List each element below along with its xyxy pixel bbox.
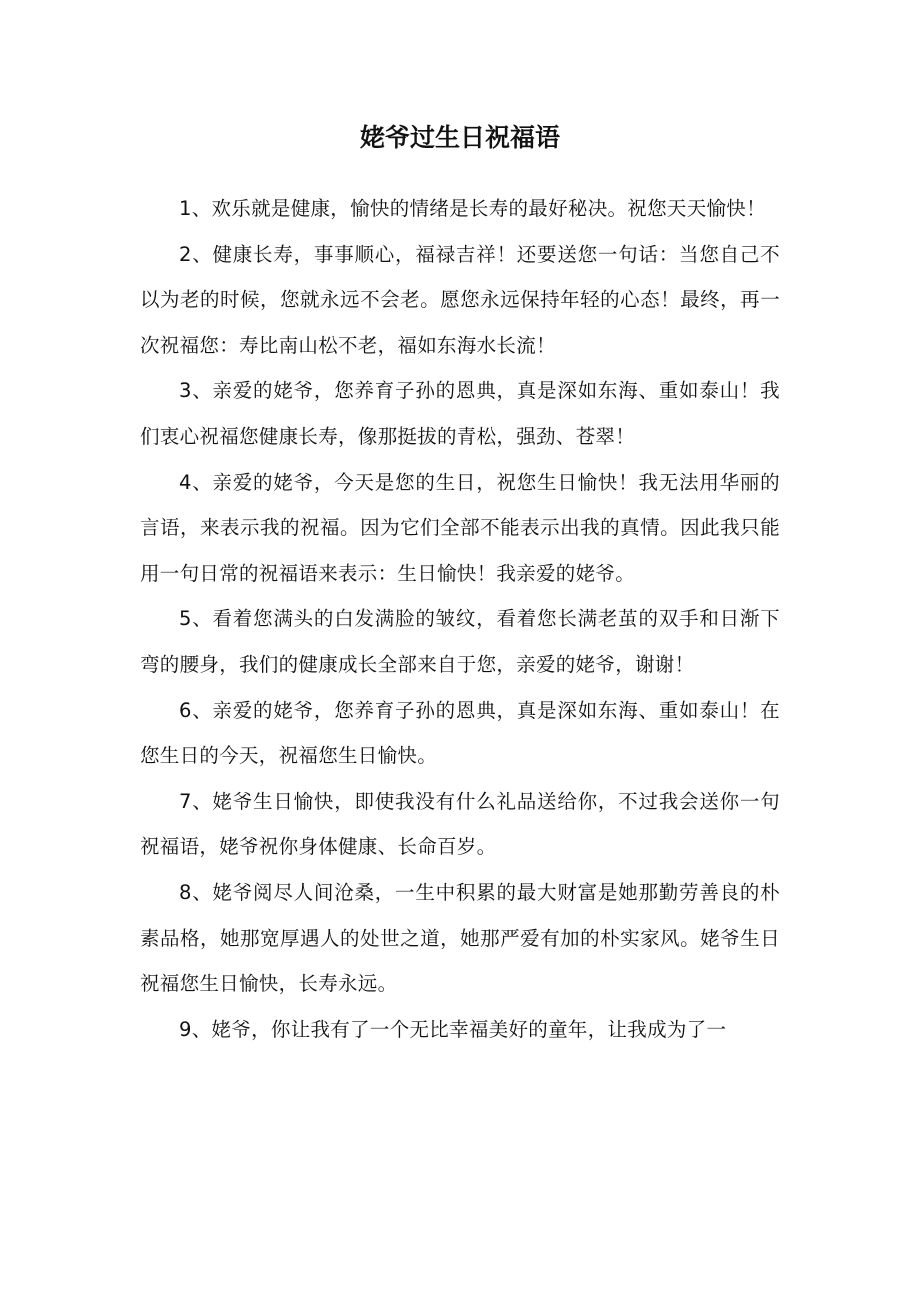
page-title: 姥爷过生日祝福语 [359,123,560,152]
document-body [140,186,780,1052]
paragraph-3: 3、亲爱的姥爷，您养育子孙的恩典，真是深如东海、重如泰山！我们衷心祝福您健康长寿，像那挺拔的青松，强劲、苍翠！ [140,379,780,448]
paragraph-7: 7、姥爷生日愉快，即使我没有什么礼品送给你，不过我会送你一句祝福语，姥爷祝你身体健康、长命百岁。 [140,789,780,859]
paragraph-1: 1、欢乐就是健康，愉快的情绪是长寿的最好秘决。祝您天天愉快！ [179,197,766,220]
paragraph-4: 4、亲爱的姥爷，今天是您的生日，祝您生日愉快！我无法用华丽的言语，来表示我的祝福。因为它们全部不能表示出我的真情。因此我只能用一句日常的祝福语来表示：生日愉快！我亲爱的姥爷。 [140,470,780,585]
paragraph-5: 5、看着您满头的白发满脸的皱纹，看着您长满老茧的双手和日渐下弯的腰身，我们的健康成长全部来自于您，亲爱的姥爷，谢谢！ [140,607,780,676]
paragraph-9: 9、姥爷，你让我有了一个无比幸福美好的童年，让我成为了一 [179,1017,727,1041]
paragraph-8: 8、姥爷阅尽人间沧桑，一生中积累的最大财富是她那勤劳善良的朴素品格，她那宽厚遇人的处世之道，她那严爱有加的朴实家风。姥爷生日祝福您生日愉快，长寿永远。 [140,880,780,996]
paragraph-2: 2、健康长寿，事事顺心，福禄吉祥！还要送您一句话：当您自己不以为老的时候，您就永远不会老。愿您永远保持年轻的心态！最终，再一次祝福您：寿比南山松不老，福如东海水长流！ [140,242,780,357]
paragraph-6: 6、亲爱的姥爷，您养育子孙的恩典，真是深如东海、重如泰山！在您生日的今天，祝福您生日愉快。 [140,698,780,768]
